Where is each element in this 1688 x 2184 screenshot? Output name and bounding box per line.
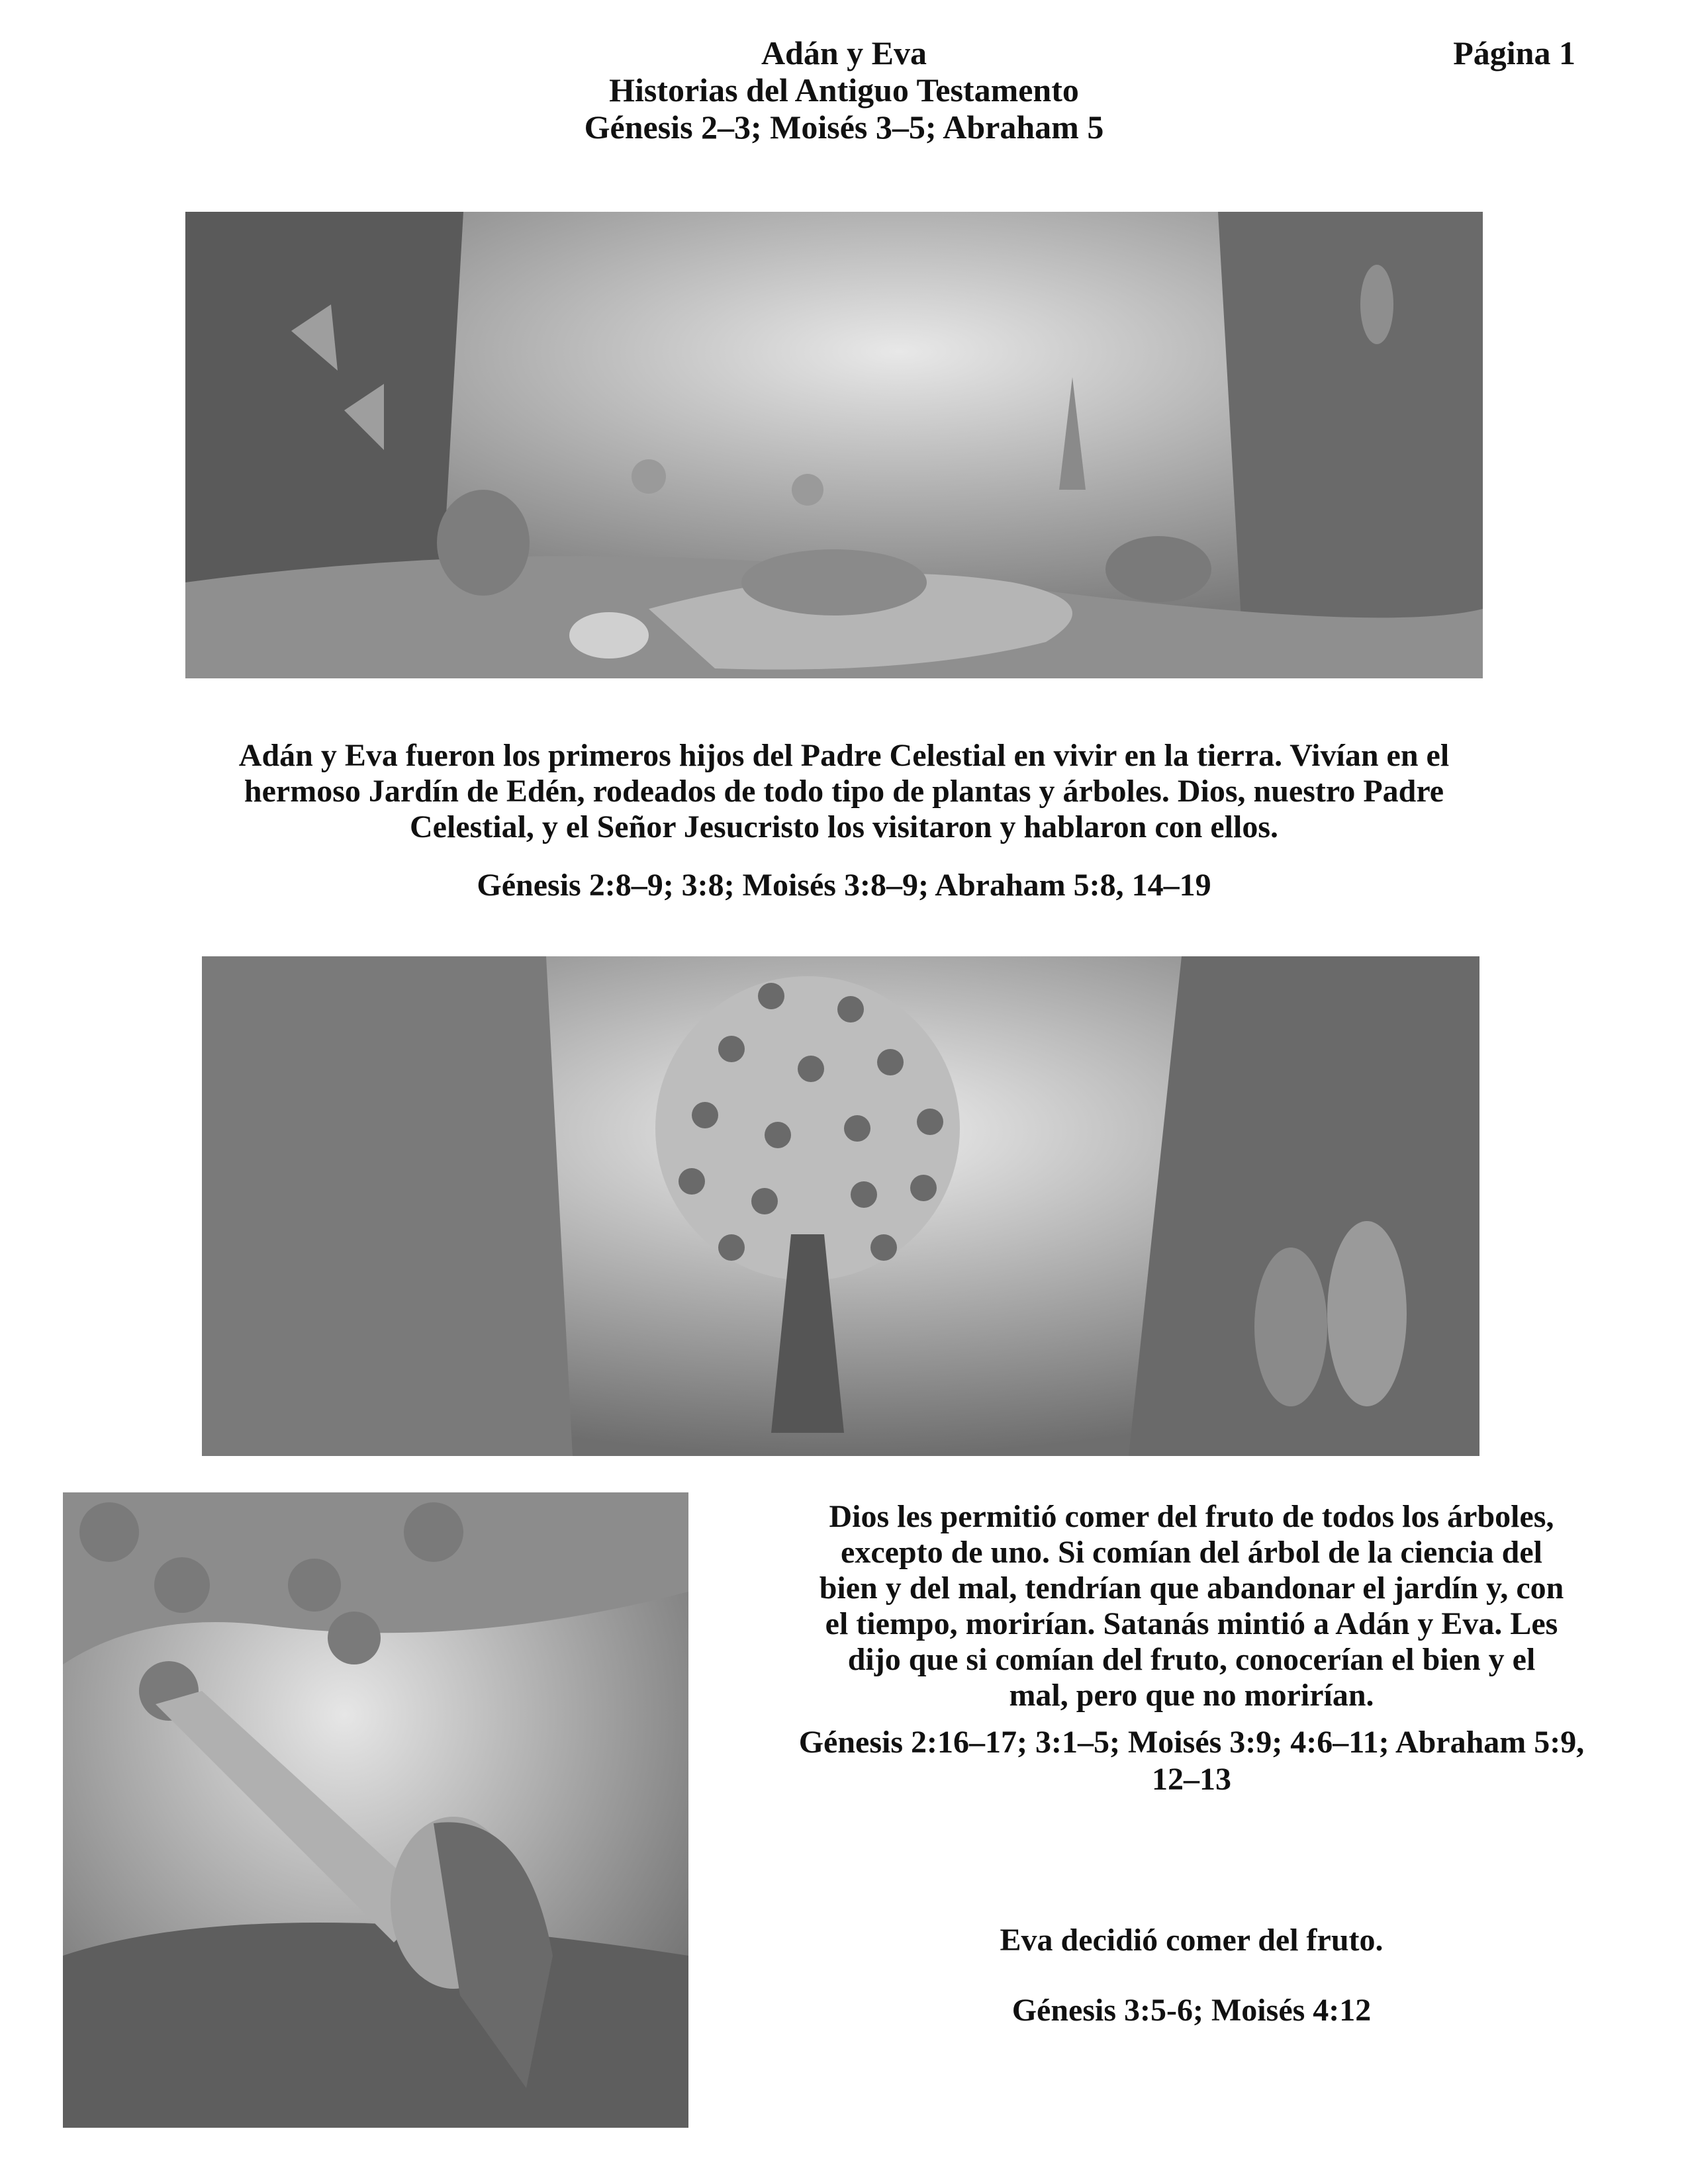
section-2-line: mal, pero que no morirían. — [1009, 1678, 1374, 1713]
section-1-line: Celestial, y el Señor Jesucristo los visitaron y hablaron con ellos. — [409, 809, 1278, 844]
eve-figure — [1254, 1248, 1327, 1406]
page-header — [0, 34, 1688, 146]
section-2-line: Dios les permitió comer del fruto de todos los árboles, — [829, 1499, 1554, 1534]
header-references: Génesis 2–3; Moisés 3–5; Abraham 5 — [584, 109, 1104, 146]
section-1-reference: Génesis 2:8–9; 3:8; Moisés 3:8–9; Abraham 5:8, 14–19 — [477, 868, 1211, 903]
section-2-line: el tiempo, morirían. Satanás mintió a Adán y Eva. Les — [825, 1606, 1558, 1641]
eve-scene-drawing — [63, 1492, 688, 2128]
section-1-text — [132, 738, 1556, 845]
lion-figure — [437, 490, 530, 596]
parrots — [1360, 265, 1393, 344]
section-1-line: Adán y Eva fueron los primeros hijos del Padre Celestial en vivir en la tierra. Vivían en el — [238, 738, 1450, 773]
garden-scene-drawing — [185, 212, 1483, 678]
section-2-text — [761, 1499, 1622, 1713]
foliage-left — [202, 956, 573, 1456]
tree-of-knowledge-illustration — [202, 956, 1479, 1456]
lamb-figure — [569, 612, 649, 659]
deer-figure — [1105, 536, 1211, 602]
section-2-line: excepto de uno. Si comían del árbol de la ciencia del — [841, 1535, 1542, 1570]
foliage-right — [1218, 212, 1483, 678]
section-2-reference — [761, 1724, 1622, 1798]
section-3-text: Eva decidió comer del fruto. — [1000, 1923, 1383, 1958]
section-2-reference-line: 12–13 — [1152, 1762, 1231, 1797]
eve-reaching-fruit-illustration — [63, 1492, 688, 2128]
section-3-reference: Génesis 3:5-6; Moisés 4:12 — [1011, 1993, 1372, 2028]
adam-figure — [632, 459, 666, 494]
section-2-line: bien y del mal, tendrían que abandonar el jardín y, con — [819, 1570, 1564, 1606]
document-title: Adán y Eva — [761, 34, 927, 71]
tree-scene-drawing — [202, 956, 1479, 1456]
section-1-line: hermoso Jardín de Edén, rodeados de todo tipo de plantas y árboles. Dios, nuestro Padre — [244, 774, 1444, 809]
lioness-figure — [741, 549, 927, 615]
eve-figure — [792, 474, 823, 506]
section-2-line: dijo que si comían del fruto, conocerían el bien y el — [847, 1642, 1536, 1677]
document-subtitle: Historias del Antiguo Testamento — [609, 71, 1079, 109]
section-2-reference-line: Génesis 2:16–17; 3:1–5; Moisés 3:9; 4:6–11; Abraham 5:9, — [798, 1725, 1585, 1760]
foreground-bushes — [63, 1923, 688, 2128]
page-number: Página 1 — [1453, 34, 1575, 71]
adam-figure — [1327, 1221, 1407, 1406]
garden-of-eden-illustration — [185, 212, 1483, 678]
